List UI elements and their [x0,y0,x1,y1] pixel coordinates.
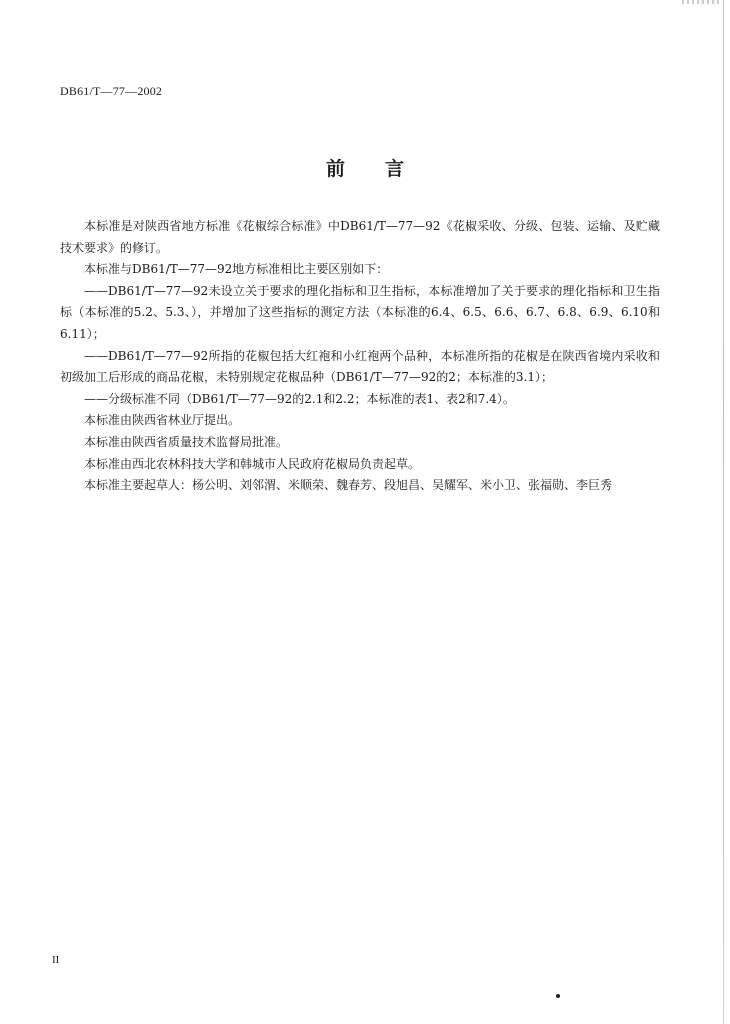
paragraph: 本标准主要起草人：杨公明、刘邻渭、米顺荣、魏春芳、段旭昌、吴耀军、米小卫、张福勋、李巨秀 [84,478,613,493]
paragraph: ——DB61/T—77—92所指的花椒包括大红袍和小红袍两个品种，本标准所指的花椒是在陕西省境内采收和初级加工后形成的商品花椒，未特别规定花椒品种（DB61/T—77—92的2；本标准的3.1）； [60,348,660,385]
scan-dot-mark [556,994,560,998]
foreword-body [60,216,660,497]
paragraph: 本标准是对陕西省地方标准《花椒综合标准》中DB61/T—77—92《花椒采收、分级、包装、运输、及贮藏技术要求》的修订。 [60,219,660,255]
scan-noise-mark [682,0,722,4]
paragraph: 本标准与DB61/T—77—92地方标准相比主要区别如下： [84,262,389,277]
page-title: 前言 [325,158,444,180]
paragraph: ——DB61/T—77—92未设立关于要求的理化指标和卫生指标，本标准增加了关于要求的理化指标和卫生指标（本标准的5.2、5.3、），并增加了这些指标的测定方法（本标准的6.4、6.5、6.6、6.7、6.8、6.9、6.10和6.11）； [60,283,660,341]
paragraph: 本标准由陕西省质量技术监督局批准。 [84,434,289,449]
paragraph: ——分级标准不同（DB61/T—77—92的2.1和2.2；本标准的表1、表2和7.4）。 [84,391,515,406]
document-code: DB61/T—77—2002 [60,84,163,98]
paragraph: 本标准由陕西省林业厅提出。 [84,413,241,428]
page-number: II [52,954,60,966]
paragraph: 本标准由西北农林科技大学和韩城市人民政府花椒局负责起草。 [84,456,421,471]
